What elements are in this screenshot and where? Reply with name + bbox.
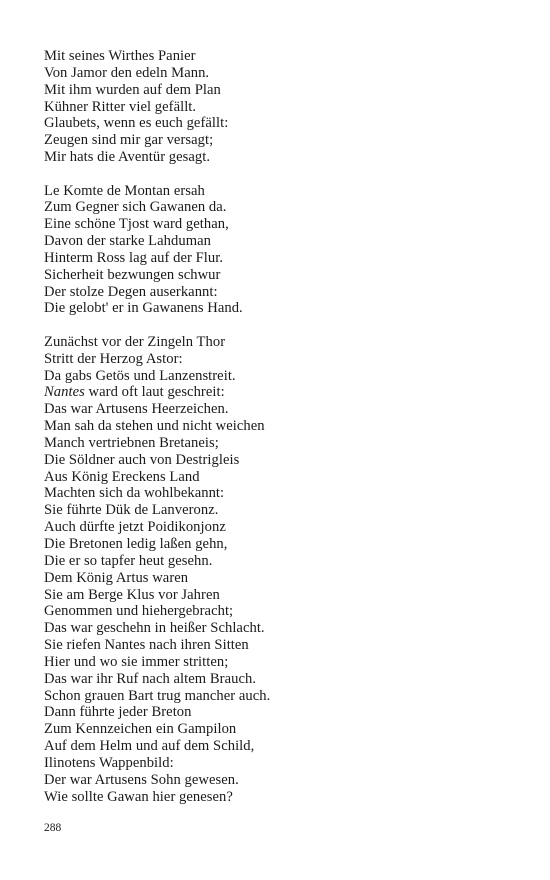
poem-text xyxy=(44,48,514,822)
verse-line: Mir hats die Aventür gesagt. xyxy=(44,149,211,166)
verse-line: Sie am Berge Klus vor Jahren xyxy=(44,586,220,603)
verse-line: Der war Artusens Sohn gewesen. xyxy=(44,771,239,788)
verse-line: Auf dem Helm und auf dem Schild, xyxy=(44,738,255,755)
verse-line: Mit ihm wurden auf dem Plan xyxy=(44,81,221,98)
verse-line xyxy=(44,384,514,401)
verse-line: Ilinotens Wappenbild: xyxy=(44,754,174,771)
verse-line: Kühner Ritter viel gefällt. xyxy=(44,98,197,115)
verse-line: Mit seines Wirthes Panier xyxy=(44,48,196,64)
verse-line: Das war geschehn in heißer Schlacht. xyxy=(44,620,265,637)
stanza xyxy=(44,334,514,806)
italic-word: Nantes xyxy=(44,384,85,401)
verse-line: Le Komte de Montan ersah xyxy=(44,182,205,199)
verse-line: Zeugen sind mir gar versagt; xyxy=(44,132,214,149)
verse-line: Manch vertriebnen Bretaneis; xyxy=(44,434,219,451)
verse-line: Dann führte jeder Breton xyxy=(44,704,192,721)
verse-line: Die gelobt' er in Gawanens Hand. xyxy=(44,300,243,317)
verse-line: Eine schöne Tjost ward gethan, xyxy=(44,216,229,233)
verse-line: Zunächst vor der Zingeln Thor xyxy=(44,333,226,350)
verse-line: Sie riefen Nantes nach ihren Sitten xyxy=(44,637,249,654)
verse-line: Das war ihr Ruf nach altem Brauch. xyxy=(44,670,257,687)
verse-line: Hier und wo sie immer stritten; xyxy=(44,653,229,670)
verse-line: Das war Artusens Heerzeichen. xyxy=(44,401,229,418)
verse-line-rest: ward oft laut geschreit: xyxy=(84,384,225,401)
verse-line: Hinterm Ross lag auf der Flur. xyxy=(44,249,224,266)
verse-line: Man sah da stehen und nicht weichen xyxy=(44,418,265,435)
verse-line: Aus König Ereckens Land xyxy=(44,468,200,485)
verse-line: Auch dürfte jetzt Poidikonjonz xyxy=(44,519,226,536)
verse-line: Stritt der Herzog Astor: xyxy=(44,350,183,367)
verse-line: Machten sich da wohlbekannt: xyxy=(44,485,225,502)
stanza xyxy=(44,183,514,318)
verse-line: Zum Kennzeichen ein Gampilon xyxy=(44,721,237,738)
page-number: 288 xyxy=(44,822,62,834)
verse-line: Glaubets, wenn es euch gefällt: xyxy=(44,115,229,132)
verse-line: Der stolze Degen auserkannt: xyxy=(44,283,218,300)
stanza xyxy=(44,48,514,166)
verse-line: Wie sollte Gawan hier genesen? xyxy=(44,788,233,805)
verse-line: Sicherheit bezwungen schwur xyxy=(44,266,221,283)
verse-line: Dem König Artus waren xyxy=(44,569,189,586)
verse-line: Die Bretonen ledig laßen gehn, xyxy=(44,535,228,552)
verse-line: Zum Gegner sich Gawanen da. xyxy=(44,199,227,216)
verse-line: Da gabs Getös und Lanzenstreit. xyxy=(44,367,236,384)
verse-line: Schon grauen Bart trug mancher auch. xyxy=(44,687,271,704)
verse-line: Die er so tapfer heut gesehn. xyxy=(44,552,213,569)
verse-line: Davon der starke Lahduman xyxy=(44,233,211,250)
verse-line: Die Söldner auch von Destrigleis xyxy=(44,451,240,468)
verse-line: Sie führte Dük de Lanveronz. xyxy=(44,502,219,519)
verse-line: Genommen und hiehergebracht; xyxy=(44,603,234,620)
verse-line: Von Jamor den edeln Mann. xyxy=(44,64,210,81)
